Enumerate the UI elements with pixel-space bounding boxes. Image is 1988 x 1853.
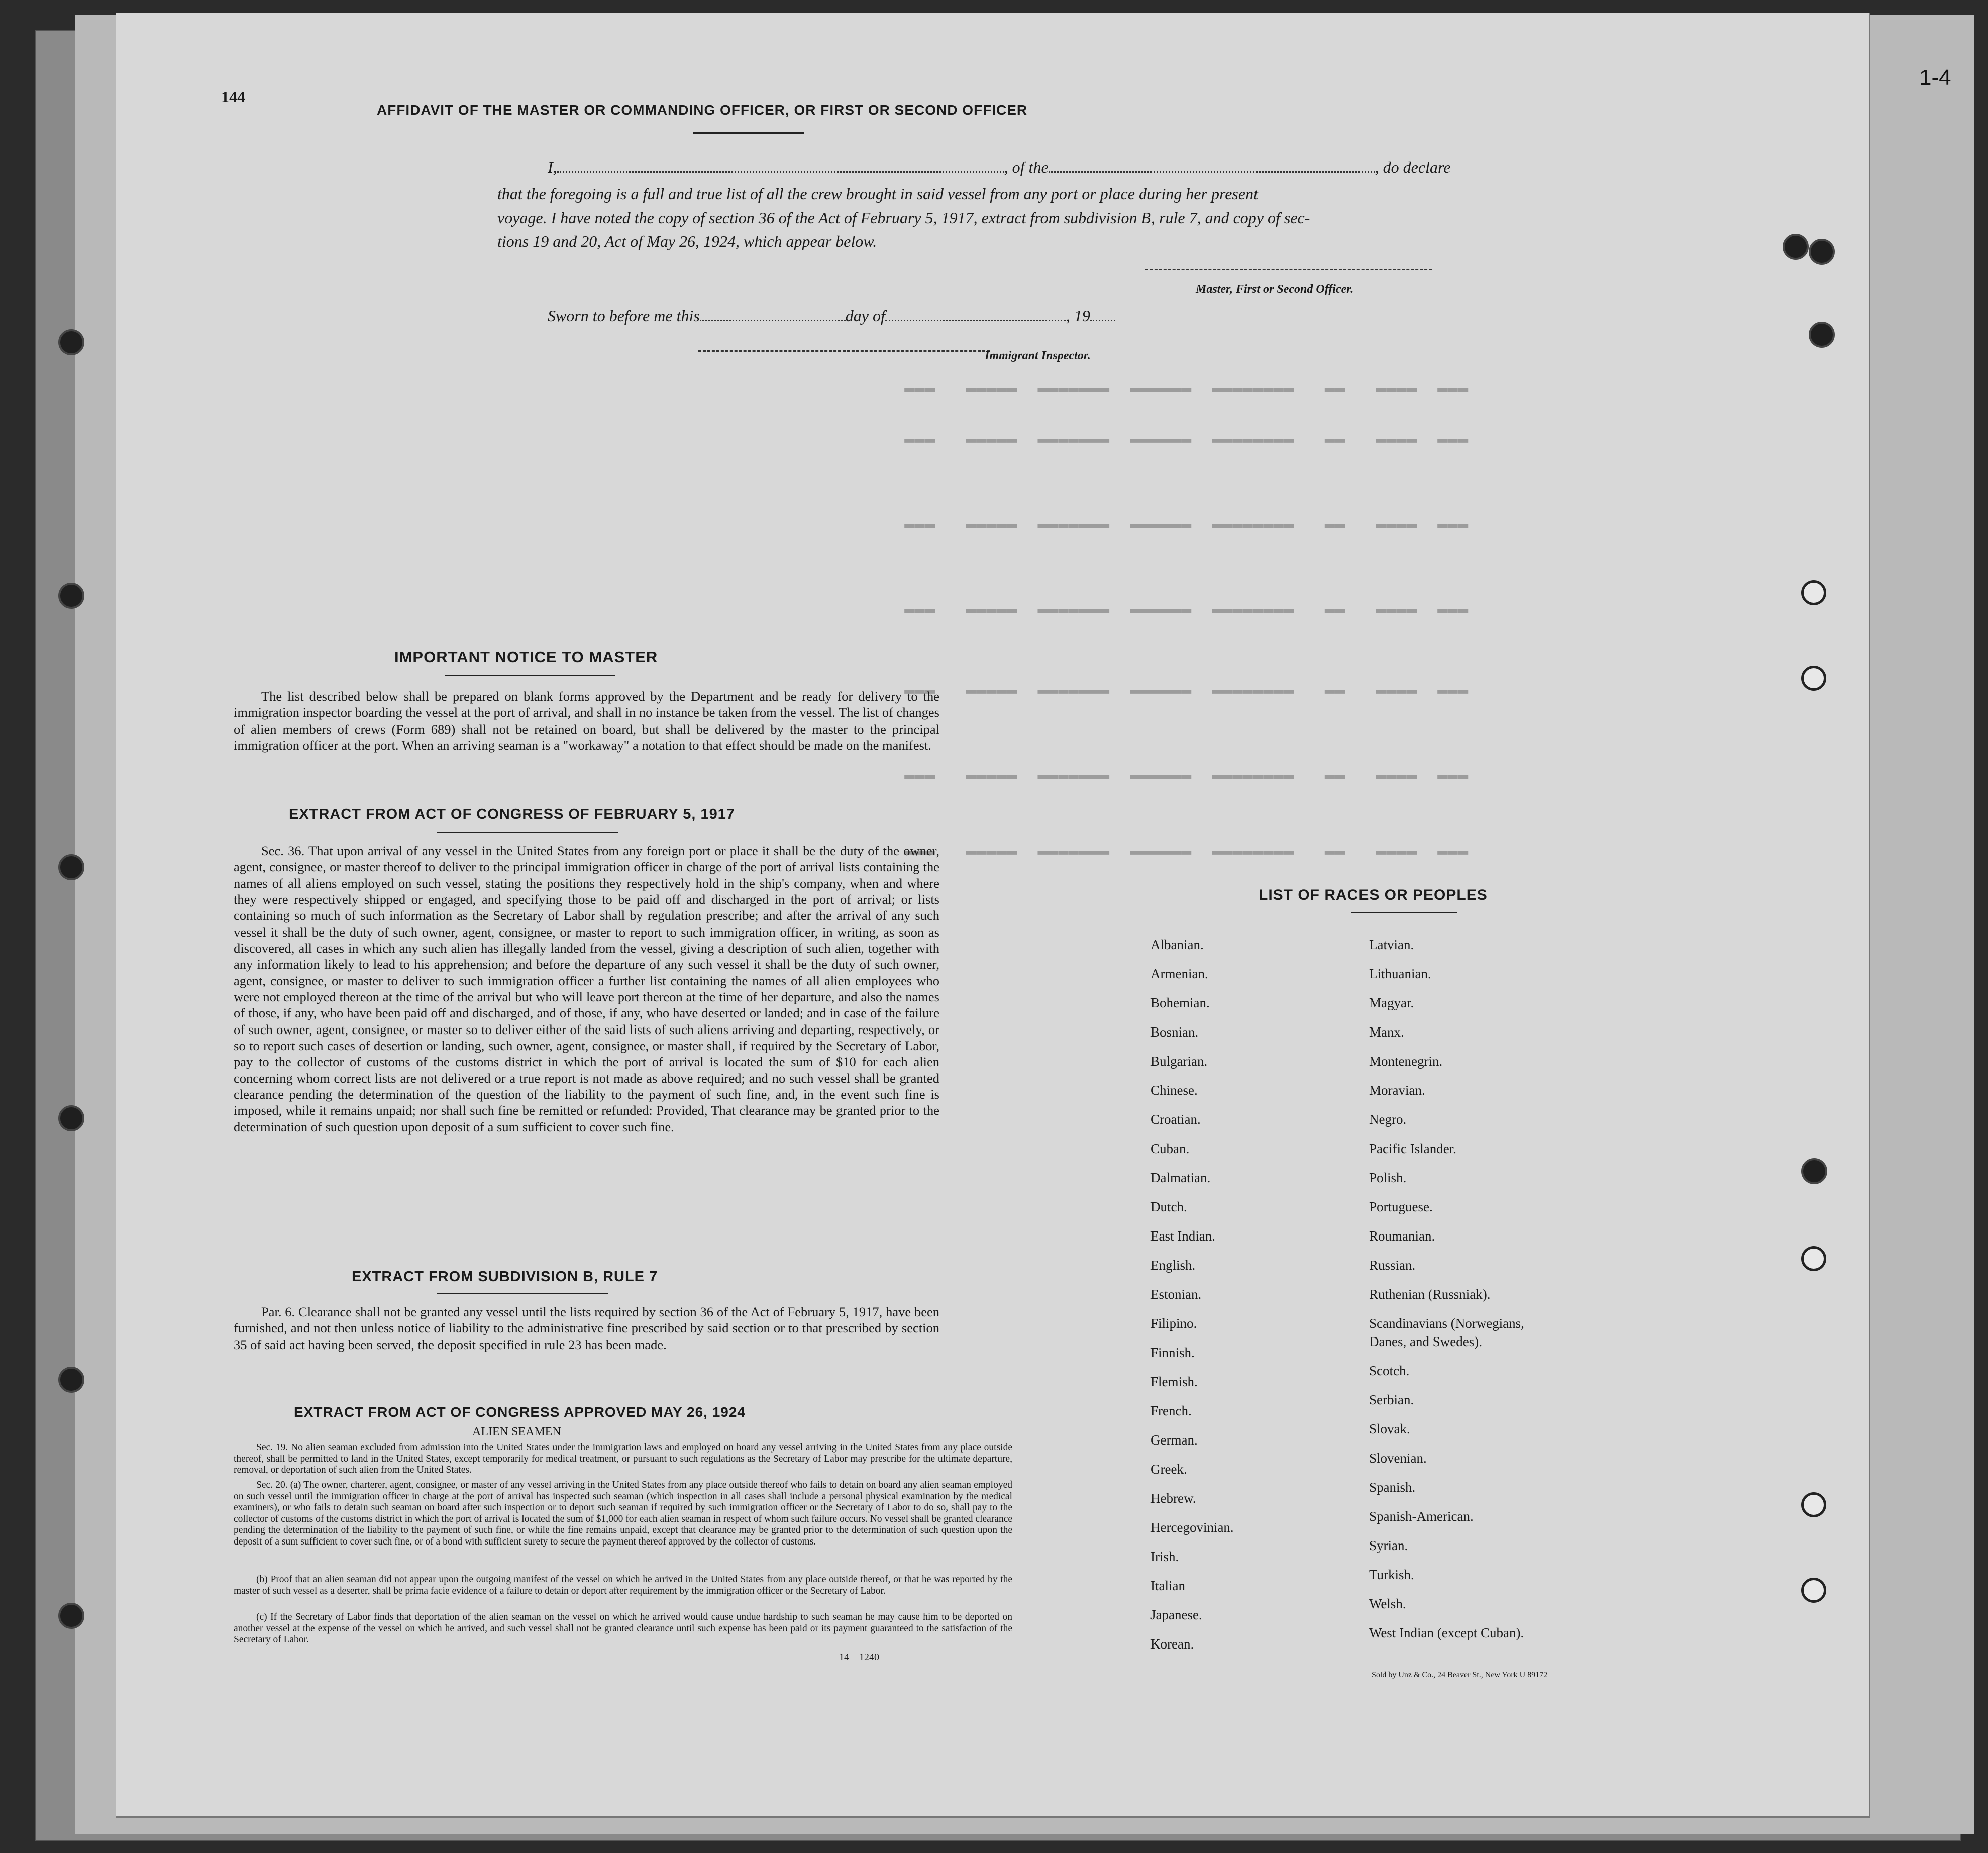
race-item: Negro. — [1369, 1112, 1407, 1127]
race-item: English. — [1150, 1258, 1196, 1273]
punched-hole-icon — [1809, 322, 1835, 348]
form-number: 14—1240 — [839, 1652, 879, 1663]
notice-body: The list described below shall be prepared on blank forms approved by the Department and be ready for delivery to the immigration inspector boarding the vessel at the port of arrival, and shall in no instance be taken from the vessel. The list of changes of alien members of crews (Form 689) shall not be retained on board, but shall be delivered by the master to the principal immigration officer at the port. When an arriving seaman is a "workaway" a notation to that effect should be made on the manifest. — [234, 689, 939, 753]
bleed-through-row: ▬▬▬ ▬▬▬▬ ▬▬ ▬▬▬▬▬▬▬▬ ▬▬▬▬▬▬ ▬▬▬▬▬▬▬ ▬▬▬▬▬ ▬▬▬ — [904, 842, 1469, 861]
race-item: Portuguese. — [1369, 1199, 1433, 1214]
ring-hole-icon — [1801, 1492, 1826, 1517]
bleed-through-row: ▬▬▬ ▬▬▬▬ ▬▬ ▬▬▬▬▬▬▬▬ ▬▬▬▬▬▬ ▬▬▬▬▬▬▬ ▬▬▬▬▬ ▬▬▬ — [904, 379, 1469, 398]
corner-number: 1-4 — [1919, 65, 1951, 90]
punched-hole-icon — [1783, 234, 1809, 260]
race-item: East Indian. — [1150, 1228, 1215, 1244]
race-item: Roumanian. — [1369, 1228, 1435, 1244]
race-item: Flemish. — [1150, 1374, 1198, 1389]
race-item: Armenian. — [1150, 966, 1208, 981]
section-20b-text: (b) Proof that an alien seaman did not appear upon the outgoing manifest of the vessel on which he arrived in the United States from any place outside thereof, or that he was reported by the master of such vessel as a deserter, shall be prima facie evidence of a failure to detain or deport after requirement by the immigration officer or the Secretary of Labor. — [234, 1574, 1012, 1596]
bleed-through-row: ▬▬▬ ▬▬▬▬ ▬▬ ▬▬▬▬▬▬▬▬ ▬▬▬▬▬▬ ▬▬▬▬▬▬▬ ▬▬▬▬▬ ▬▬▬ — [904, 766, 1469, 785]
race-item: Lithuanian. — [1369, 966, 1431, 981]
inspector-signature-line — [698, 350, 990, 352]
race-item: Croatian. — [1150, 1112, 1201, 1127]
paragraph-6-text: Par. 6. Clearance shall not be granted any vessel until the lists required by section 36 of the Act of February 5, 1917, have been furnished, and not then unless notice of liability to the administrative fine prescribed by said section or to that prescribed by section 35 of said act having been served, the deposit specified in rule 23 has been made. — [234, 1304, 939, 1352]
race-item: Polish. — [1369, 1170, 1407, 1185]
affidavit-line4: tions 19 and 20, Act of May 26, 1924, which appear below. — [497, 232, 877, 250]
race-item: Syrian. — [1369, 1538, 1408, 1553]
rule-7-rule — [437, 1293, 608, 1294]
race-item: Latvian. — [1369, 937, 1414, 952]
race-item: Slovak. — [1369, 1421, 1410, 1436]
binder-hole-icon — [58, 1367, 84, 1393]
race-item: Greek. — [1150, 1462, 1187, 1477]
race-item: French. — [1150, 1403, 1192, 1418]
affidavit-title: AFFIDAVIT OF THE MASTER OR COMMANDING OFFICER, OR FIRST OR SECOND OFFICER — [377, 102, 1028, 118]
binder-hole-icon — [58, 854, 84, 880]
binder-hole-icon — [58, 329, 84, 355]
ring-hole-icon — [1801, 1578, 1826, 1603]
binder-hole-icon — [58, 583, 84, 609]
race-item: Hercegovinian. — [1150, 1520, 1234, 1535]
race-item: Scandinavians (Norwegians, — [1369, 1316, 1524, 1331]
race-item: Japanese. — [1150, 1607, 1202, 1622]
race-item: Russian. — [1369, 1258, 1416, 1273]
race-item: German. — [1150, 1432, 1198, 1448]
race-item: Slovenian. — [1369, 1451, 1427, 1466]
race-item: Bosnian. — [1150, 1024, 1199, 1040]
race-item: Dalmatian. — [1150, 1170, 1211, 1185]
section-20a-text: Sec. 20. (a) The owner, charterer, agent, consignee, or master of any vessel arriving in the United States from any place outside thereof who fails to detain on board any alien seaman employed on such vessel until the immigration officer in charge at the port of arrival has inspected such seaman (which inspection in all cases shall include a personal physical examination by the medical examiners), or who fails to detain such seaman on board after such inspection or to deport such seaman if required by such immigration officer or the Secretary of Labor to do so, shall pay to the collector of customs of the customs district in which the port of arrival is located the sum of $1,000 for each alien seaman in respect of whom such failure occurs. No vessel shall be granted clearance pending the determination of the liability to the payment of such fine, or while the fine remains unpaid, except that clearance may be granted prior to the determination of such question upon the deposit of a sum sufficient to cover such fine, or of a bond with sufficient surety to secure the payment thereof approved by the collector of customs. — [234, 1480, 1012, 1548]
bleed-through-row: ▬▬▬ ▬▬▬▬ ▬▬ ▬▬▬▬▬▬▬▬ ▬▬▬▬▬▬ ▬▬▬▬▬▬▬ ▬▬▬▬▬ ▬▬▬ — [904, 681, 1469, 700]
race-item: Finnish. — [1150, 1345, 1195, 1360]
race-item: Bohemian. — [1150, 995, 1210, 1010]
race-item: Hebrew. — [1150, 1491, 1196, 1506]
race-item: Turkish. — [1369, 1567, 1414, 1582]
race-item: Danes, and Swedes). — [1369, 1334, 1482, 1349]
affidavit-line2: that the foregoing is a full and true list of all the crew brought in said vessel from any port or place during her present — [497, 185, 1258, 203]
extract-1917-rule — [437, 832, 618, 833]
affidavit-line3: voyage. I have noted the copy of section 36 of the Act of February 5, 1917, extract from subdivision B, rule 7, and copy of sec- — [497, 209, 1310, 227]
ring-hole-icon — [1801, 666, 1826, 691]
binder-hole-icon — [58, 1603, 84, 1629]
bleed-through-row: ▬▬▬ ▬▬▬▬ ▬▬ ▬▬▬▬▬▬▬▬ ▬▬▬▬▬▬ ▬▬▬▬▬▬▬ ▬▬▬▬▬ ▬▬▬ — [904, 600, 1469, 620]
race-item: Italian — [1150, 1578, 1185, 1593]
races-title: LIST OF RACES OR PEOPLES — [1259, 887, 1488, 903]
race-item: Irish. — [1150, 1549, 1179, 1564]
notice-rule — [445, 675, 615, 676]
race-item: Korean. — [1150, 1636, 1194, 1652]
sworn-line: Sworn to before me this day of , 19 — [548, 306, 1115, 325]
race-item: Moravian. — [1369, 1083, 1425, 1098]
race-item: Scotch. — [1369, 1363, 1410, 1378]
affidavit-sheet — [116, 13, 1870, 1818]
race-item: Dutch. — [1150, 1199, 1187, 1214]
bleed-through-row: ▬▬▬ ▬▬▬▬ ▬▬ ▬▬▬▬▬▬▬▬ ▬▬▬▬▬▬ ▬▬▬▬▬▬▬ ▬▬▬▬▬ ▬▬▬ — [904, 515, 1469, 534]
race-item: Chinese. — [1150, 1083, 1198, 1098]
race-item: Magyar. — [1369, 995, 1414, 1010]
ring-hole-icon — [1801, 580, 1826, 605]
race-item: Welsh. — [1369, 1596, 1406, 1611]
rule-7-title: EXTRACT FROM SUBDIVISION B, RULE 7 — [352, 1269, 658, 1285]
race-item: Pacific Islander. — [1369, 1141, 1456, 1156]
race-item: Bulgarian. — [1150, 1054, 1208, 1069]
race-item: Albanian. — [1150, 937, 1204, 952]
race-item: Estonian. — [1150, 1287, 1202, 1302]
notice-title: IMPORTANT NOTICE TO MASTER — [394, 648, 658, 666]
section-36-text: Sec. 36. That upon arrival of any vessel in the United States from any foreign port or place it shall be the duty of the owner, agent, consignee, or master thereof to deliver to the principal immigration officer in charge of the port of arrival lists containing the names of all aliens employed on such vessel, stating the positions they respectively hold in the ship's company, when and where they were respectively shipped or engaged, and specifying those to be paid off and discharged in the port of arrival; or lists containing so much of such information as the Secretary of Labor shall by regulation prescribe; and after the arrival of any such vessel it shall be the duty of such owner, agent, consignee, or master to report to such immigration officer, in writing, as soon as discovered, all cases in which any such alien has illegally landed from the vessel, giving a description of such alien, together with any information likely to lead to his apprehension; and before the departure of any such vessel it shall be the duty of such owner, agent, consignee, or master to deliver to such immigration officer a further list containing the names of all alien employees who were not employed thereon at the time of the arrival but who will leave port thereon at the time of her departure, and also the names of those, if any, who have been paid off and discharged, and of those, if any, who have deserted or landed; and in case of the failure of such owner, agent, consignee, or master so to deliver either of the said lists of such aliens arriving and departing, respectively, or so to report such cases of desertion or landing, such owner, agent, consignee, or master shall, if required by the Secretary of Labor, pay to the collector of customs of the customs district in which the port of arrival is located the sum of $10 for each alien concerning whom correct lists are not delivered or a true report is not made as above required; and no such vessel shall be granted clearance pending the determination of the question of the liability to the payment of such fine, and, in the event such fine is imposed, while it remains unpaid; nor shall such fine be remitted or refunded: Provided, That clearance may be granted prior to the determination of such question upon deposit of a sum sufficient to cover such fine. — [234, 843, 939, 1135]
affidavit-line1: I, , of the , do declare — [548, 158, 1451, 176]
extract-1924-title: EXTRACT FROM ACT OF CONGRESS APPROVED MAY 26, 1924 — [294, 1404, 746, 1420]
punched-hole-icon — [1809, 239, 1835, 265]
race-item: West Indian (except Cuban). — [1369, 1625, 1524, 1640]
race-item: Filipino. — [1150, 1316, 1197, 1331]
race-item: Ruthenian (Russniak). — [1369, 1287, 1491, 1302]
race-item: Spanish. — [1369, 1480, 1416, 1495]
title-rule — [693, 132, 804, 134]
race-item: Cuban. — [1150, 1141, 1190, 1156]
section-19-text: Sec. 19. No alien seaman excluded from admission into the United States under the immigration laws and employed on board any vessel arriving in the United States from any place outside thereof, shall be permitted to land in the United States, except temporarily for medical treatment, or pursuant to such regulations as the Secretary of Labor may prescribe for the ultimate departure, removal, or deportation of such alien from the United States. — [234, 1442, 1012, 1476]
ring-hole-icon — [1801, 1246, 1826, 1271]
race-item: Manx. — [1369, 1024, 1404, 1040]
race-item: Serbian. — [1369, 1392, 1414, 1407]
master-signature-line — [1145, 269, 1432, 270]
punched-hole-icon — [1801, 1158, 1827, 1184]
section-20c-text: (c) If the Secretary of Labor finds that deportation of the alien seaman on the vessel on which he arrived would cause undue hardship to such seaman he may cause him to be deported on another vessel at the expense of the vessel on which he arrived, and such vessel shall not be granted clearance until such expense has been paid or its payment guaranteed to the satisfaction of the Secretary of Labor. — [234, 1612, 1012, 1645]
races-rule — [1351, 912, 1457, 913]
race-item: Montenegrin. — [1369, 1054, 1443, 1069]
binder-hole-icon — [58, 1105, 84, 1131]
alien-seamen-subtitle: ALIEN SEAMEN — [472, 1425, 561, 1438]
bleed-through-row: ▬▬▬ ▬▬▬▬ ▬▬ ▬▬▬▬▬▬▬▬ ▬▬▬▬▬▬ ▬▬▬▬▬▬▬ ▬▬▬▬▬ ▬▬▬ — [904, 430, 1469, 449]
sold-by: Sold by Unz & Co., 24 Beaver St., New York U 89172 — [1372, 1671, 1548, 1679]
page-number: 144 — [221, 88, 245, 106]
race-item: Spanish-American. — [1369, 1509, 1474, 1524]
inspector-label: Immigrant Inspector. — [985, 349, 1091, 362]
extract-1917-title: EXTRACT FROM ACT OF CONGRESS OF FEBRUARY 5, 1917 — [289, 806, 736, 822]
master-signature-label: Master, First or Second Officer. — [1196, 283, 1354, 296]
